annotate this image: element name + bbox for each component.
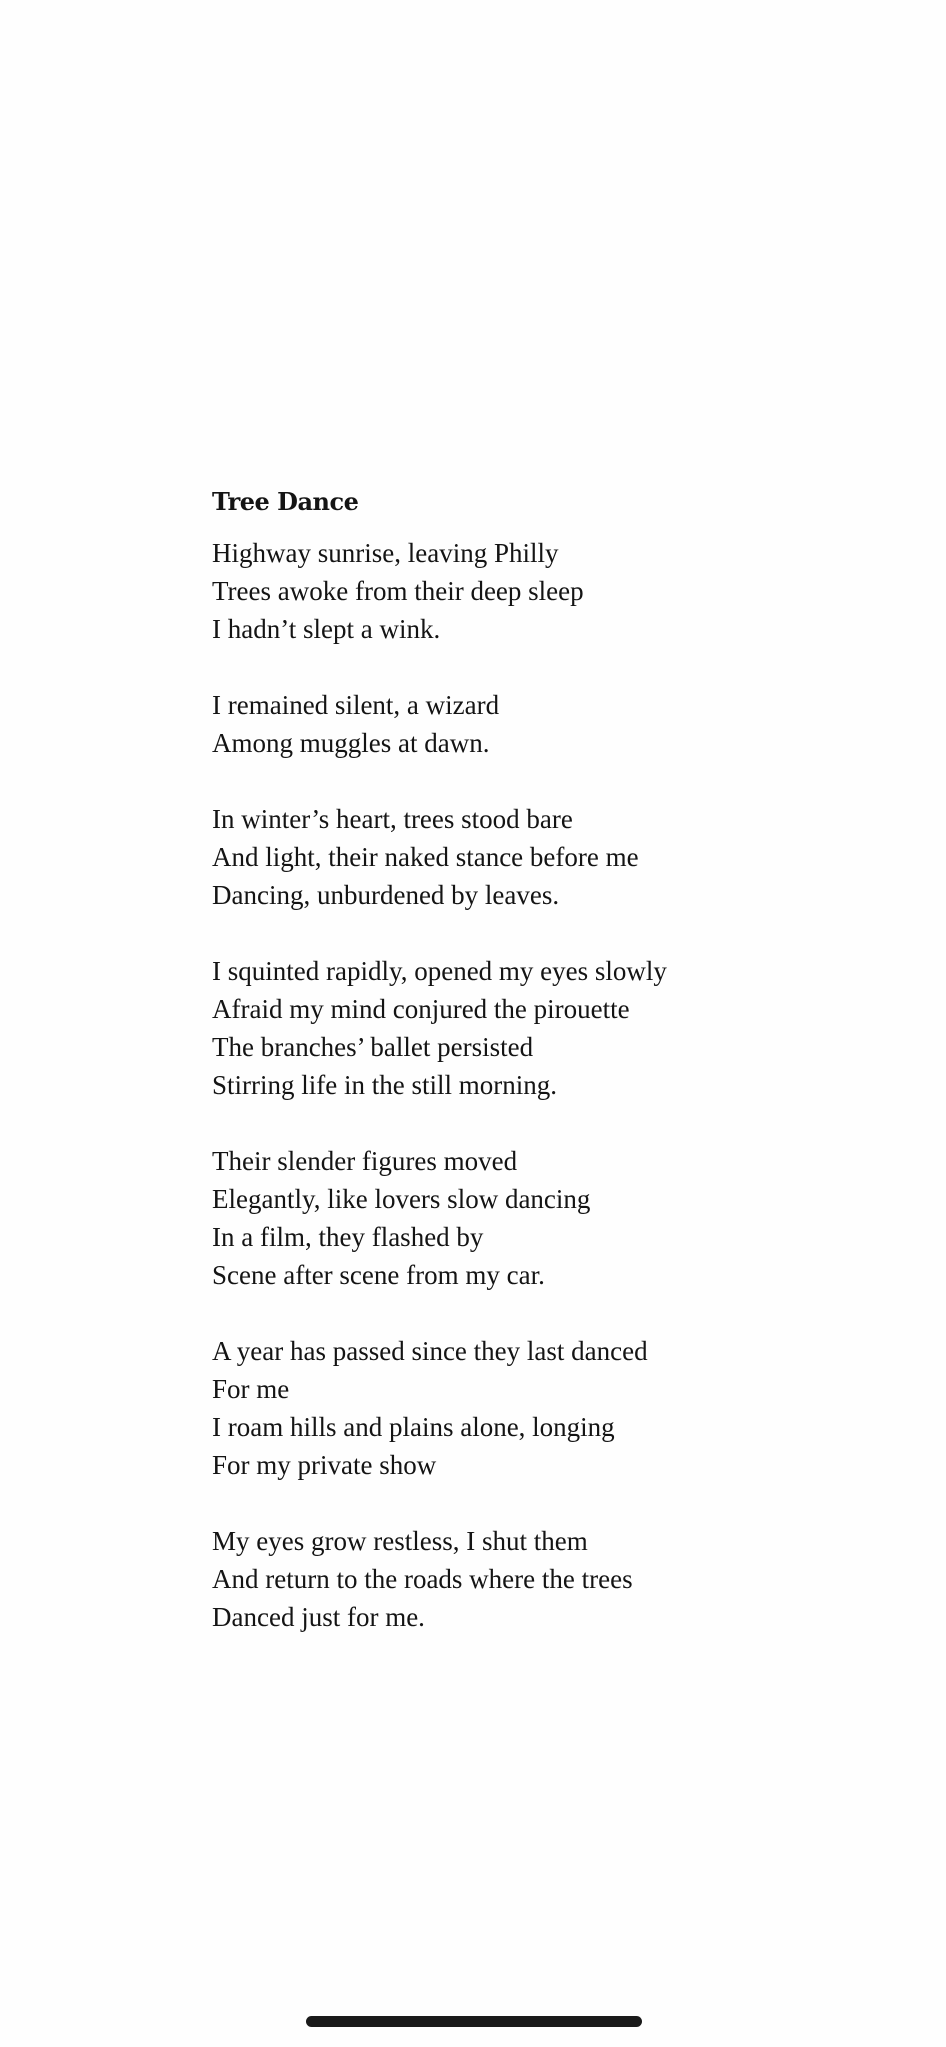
stanza-3 [212, 800, 912, 914]
stanza-4 [212, 952, 912, 1104]
stanza-5 [212, 1142, 912, 1294]
poem-line: Their slender figures moved [212, 1146, 518, 1176]
poem-line: Scene after scene from my car. [212, 1260, 545, 1290]
poem-line: Afraid my mind conjured the pirouette [212, 994, 630, 1024]
stanza-1 [212, 534, 912, 648]
poem-line: Dancing, unburdened by leaves. [212, 880, 560, 910]
stanza-2 [212, 686, 912, 762]
poem-line: And light, their naked stance before me [212, 842, 639, 872]
poem [212, 482, 912, 1636]
stanza-7 [212, 1522, 912, 1636]
poem-line: And return to the roads where the trees [212, 1564, 633, 1594]
home-indicator[interactable] [306, 2016, 642, 2027]
poem-line: Danced just for me. [212, 1602, 425, 1632]
poem-line: A year has passed since they last danced [212, 1336, 648, 1366]
poem-line: I remained silent, a wizard [212, 690, 500, 720]
poem-line: For me [212, 1374, 290, 1404]
poem-line: Among muggles at dawn. [212, 728, 490, 758]
poem-line: Trees awoke from their deep sleep [212, 576, 584, 606]
poem-line: For my private show [212, 1450, 437, 1480]
poem-line: Highway sunrise, leaving Philly [212, 538, 559, 568]
poem-line: I hadn’t slept a wink. [212, 614, 441, 644]
poem-line: In a film, they flashed by [212, 1222, 484, 1252]
stanza-6 [212, 1332, 912, 1484]
poem-title: Tree Dance [212, 487, 359, 516]
poem-line: The branches’ ballet persisted [212, 1032, 534, 1062]
poem-line: I squinted rapidly, opened my eyes slowly [212, 956, 667, 986]
poem-line: Elegantly, like lovers slow dancing [212, 1184, 591, 1214]
poem-line: My eyes grow restless, I shut them [212, 1526, 588, 1556]
poem-line: I roam hills and plains alone, longing [212, 1412, 615, 1442]
poem-line: Stirring life in the still morning. [212, 1070, 557, 1100]
poem-line: In winter’s heart, trees stood bare [212, 804, 573, 834]
